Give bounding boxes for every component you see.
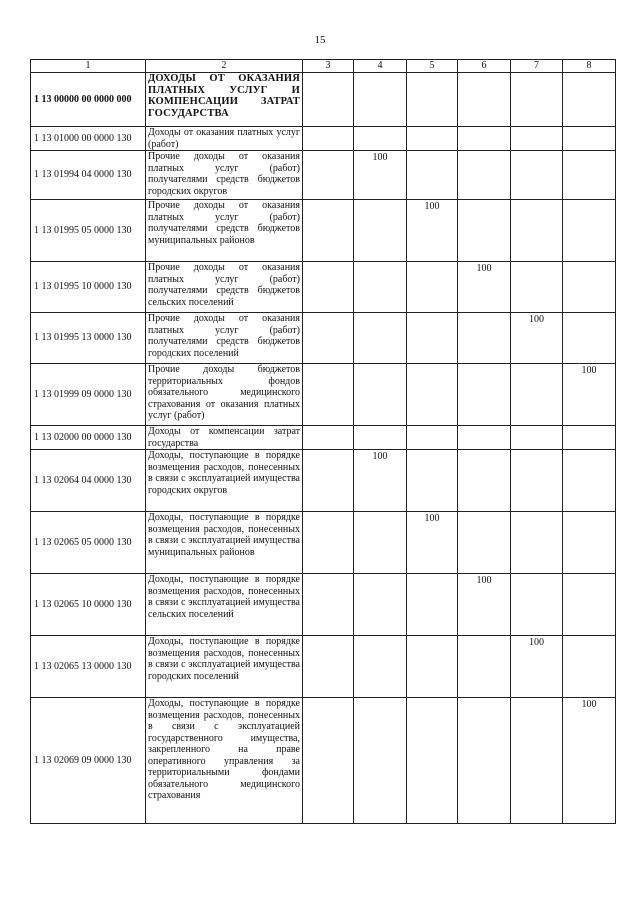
percent-cell [407, 151, 458, 200]
percent-cell [458, 512, 511, 574]
table-row [31, 636, 616, 698]
percent-cell [303, 450, 354, 512]
budget-code-cell: 1 13 02064 04 0000 130 [31, 450, 146, 512]
percent-cell [511, 512, 563, 574]
percent-cell [303, 512, 354, 574]
percent-cell [303, 574, 354, 636]
table-row [31, 450, 616, 512]
percent-cell [354, 512, 407, 574]
percent-cell [563, 512, 616, 574]
revenue-name-cell: Доходы от оказания платных услуг (работ) [146, 127, 303, 151]
percent-cell [458, 426, 511, 450]
percent-cell [563, 200, 616, 262]
revenue-name-cell: Доходы, поступающие в порядке возмещения расходов, понесенных в связи с эксплуатацией имущества муниципальных районов [146, 512, 303, 574]
percent-cell [511, 574, 563, 636]
percent-cell [458, 127, 511, 151]
revenue-name-cell: Доходы, поступающие в порядке возмещения расходов, понесенных в связи с эксплуатацией государственного имущества, закрепленного на праве оперативного управления за территориальными фондами обязательного медицинского страхования [146, 698, 303, 824]
budget-code-cell: 1 13 01999 09 0000 130 [31, 364, 146, 426]
budget-code-cell: 1 13 01994 04 0000 130 [31, 151, 146, 200]
percent-cell [407, 127, 458, 151]
percent-cell [407, 698, 458, 824]
revenue-name-cell: Прочие доходы от оказания платных услуг (работ) получателями средств бюджетов муниципальных районов [146, 200, 303, 262]
page-number: 15 [314, 34, 326, 46]
percent-cell [303, 698, 354, 824]
percent-cell [407, 574, 458, 636]
percent-cell [511, 200, 563, 262]
percent-cell [458, 450, 511, 512]
percent-cell: 100 [511, 636, 563, 698]
percent-cell: 100 [563, 364, 616, 426]
percent-cell: 100 [511, 313, 563, 364]
budget-code-cell: 1 13 00000 00 0000 000 [31, 73, 146, 127]
column-header: 7 [511, 60, 563, 73]
percent-cell [354, 636, 407, 698]
percent-cell [407, 73, 458, 127]
percent-cell [511, 698, 563, 824]
percent-cell [303, 73, 354, 127]
percent-cell [511, 364, 563, 426]
percent-cell [354, 698, 407, 824]
column-header: 6 [458, 60, 511, 73]
table-row [31, 574, 616, 636]
percent-cell [407, 262, 458, 313]
table-row [31, 512, 616, 574]
revenue-name-cell: Доходы от компенсации затрат государства [146, 426, 303, 450]
percent-cell [303, 151, 354, 200]
percent-cell: 100 [458, 262, 511, 313]
percent-cell [407, 364, 458, 426]
percent-cell [407, 426, 458, 450]
revenue-name-cell: Прочие доходы от оказания платных услуг (работ) получателями средств бюджетов сельских поселений [146, 262, 303, 313]
revenue-name-cell: Доходы, поступающие в порядке возмещения расходов, понесенных в связи с эксплуатацией имущества сельских поселений [146, 574, 303, 636]
percent-cell [354, 73, 407, 127]
table-row [31, 127, 616, 151]
percent-cell [303, 636, 354, 698]
table-row [31, 200, 616, 262]
budget-code-cell: 1 13 01995 13 0000 130 [31, 313, 146, 364]
revenue-codes-table [30, 59, 616, 824]
percent-cell [458, 151, 511, 200]
percent-cell [458, 200, 511, 262]
percent-cell [303, 364, 354, 426]
revenue-name-cell: Прочие доходы бюджетов территориальных фондов обязательного медицинского страхования от оказания платных услуг (работ) [146, 364, 303, 426]
table-row [31, 313, 616, 364]
percent-cell [303, 426, 354, 450]
table-row [31, 426, 616, 450]
percent-cell [511, 73, 563, 127]
percent-cell [354, 426, 407, 450]
table-row [31, 73, 616, 127]
percent-cell [563, 313, 616, 364]
percent-cell [458, 364, 511, 426]
percent-cell: 100 [458, 574, 511, 636]
percent-cell [563, 426, 616, 450]
budget-code-cell: 1 13 02069 09 0000 130 [31, 698, 146, 824]
budget-code-cell: 1 13 01995 10 0000 130 [31, 262, 146, 313]
table-row [31, 698, 616, 824]
percent-cell [511, 151, 563, 200]
percent-cell [511, 426, 563, 450]
percent-cell [458, 313, 511, 364]
column-header: 2 [146, 60, 303, 73]
budget-code-cell: 1 13 02065 05 0000 130 [31, 512, 146, 574]
percent-cell [354, 200, 407, 262]
table-row [31, 262, 616, 313]
percent-cell [563, 574, 616, 636]
column-header: 1 [31, 60, 146, 73]
percent-cell [458, 636, 511, 698]
percent-cell [354, 262, 407, 313]
percent-cell [407, 636, 458, 698]
revenue-name-cell: Прочие доходы от оказания платных услуг (работ) получателями средств бюджетов городских округов [146, 151, 303, 200]
percent-cell [458, 73, 511, 127]
table-row [31, 364, 616, 426]
column-header: 5 [407, 60, 458, 73]
percent-cell: 100 [354, 151, 407, 200]
percent-cell: 100 [407, 200, 458, 262]
table-row [31, 151, 616, 200]
percent-cell [563, 450, 616, 512]
percent-cell [458, 698, 511, 824]
revenue-name-cell: Доходы, поступающие в порядке возмещения расходов, понесенных в связи с эксплуатацией имущества городских поселений [146, 636, 303, 698]
column-header: 8 [563, 60, 616, 73]
column-header: 3 [303, 60, 354, 73]
budget-code-cell: 1 13 02065 10 0000 130 [31, 574, 146, 636]
percent-cell [407, 450, 458, 512]
percent-cell [563, 73, 616, 127]
percent-cell [563, 127, 616, 151]
percent-cell [511, 127, 563, 151]
percent-cell [303, 200, 354, 262]
revenue-name-cell: ДОХОДЫ ОТ ОКАЗАНИЯ ПЛАТНЫХ УСЛУГ И КОМПЕНСАЦИИ ЗАТРАТ ГОСУДАРСТВА [146, 73, 303, 127]
percent-cell [303, 313, 354, 364]
percent-cell: 100 [407, 512, 458, 574]
percent-cell [303, 127, 354, 151]
revenue-name-cell: Доходы, поступающие в порядке возмещения расходов, понесенных в связи с эксплуатацией имущества городских округов [146, 450, 303, 512]
percent-cell [407, 313, 458, 364]
budget-code-cell: 1 13 02065 13 0000 130 [31, 636, 146, 698]
percent-cell [354, 364, 407, 426]
revenue-name-cell: Прочие доходы от оказания платных услуг (работ) получателями средств бюджетов городских поселений [146, 313, 303, 364]
percent-cell [354, 313, 407, 364]
percent-cell [511, 262, 563, 313]
column-header: 4 [354, 60, 407, 73]
budget-code-cell: 1 13 01000 00 0000 130 [31, 127, 146, 151]
percent-cell: 100 [354, 450, 407, 512]
percent-cell [354, 574, 407, 636]
percent-cell [563, 636, 616, 698]
percent-cell [563, 151, 616, 200]
percent-cell [303, 262, 354, 313]
budget-code-cell: 1 13 02000 00 0000 130 [31, 426, 146, 450]
table-header-row [31, 60, 616, 73]
percent-cell: 100 [563, 698, 616, 824]
percent-cell [511, 450, 563, 512]
percent-cell [354, 127, 407, 151]
percent-cell [563, 262, 616, 313]
budget-code-cell: 1 13 01995 05 0000 130 [31, 200, 146, 262]
